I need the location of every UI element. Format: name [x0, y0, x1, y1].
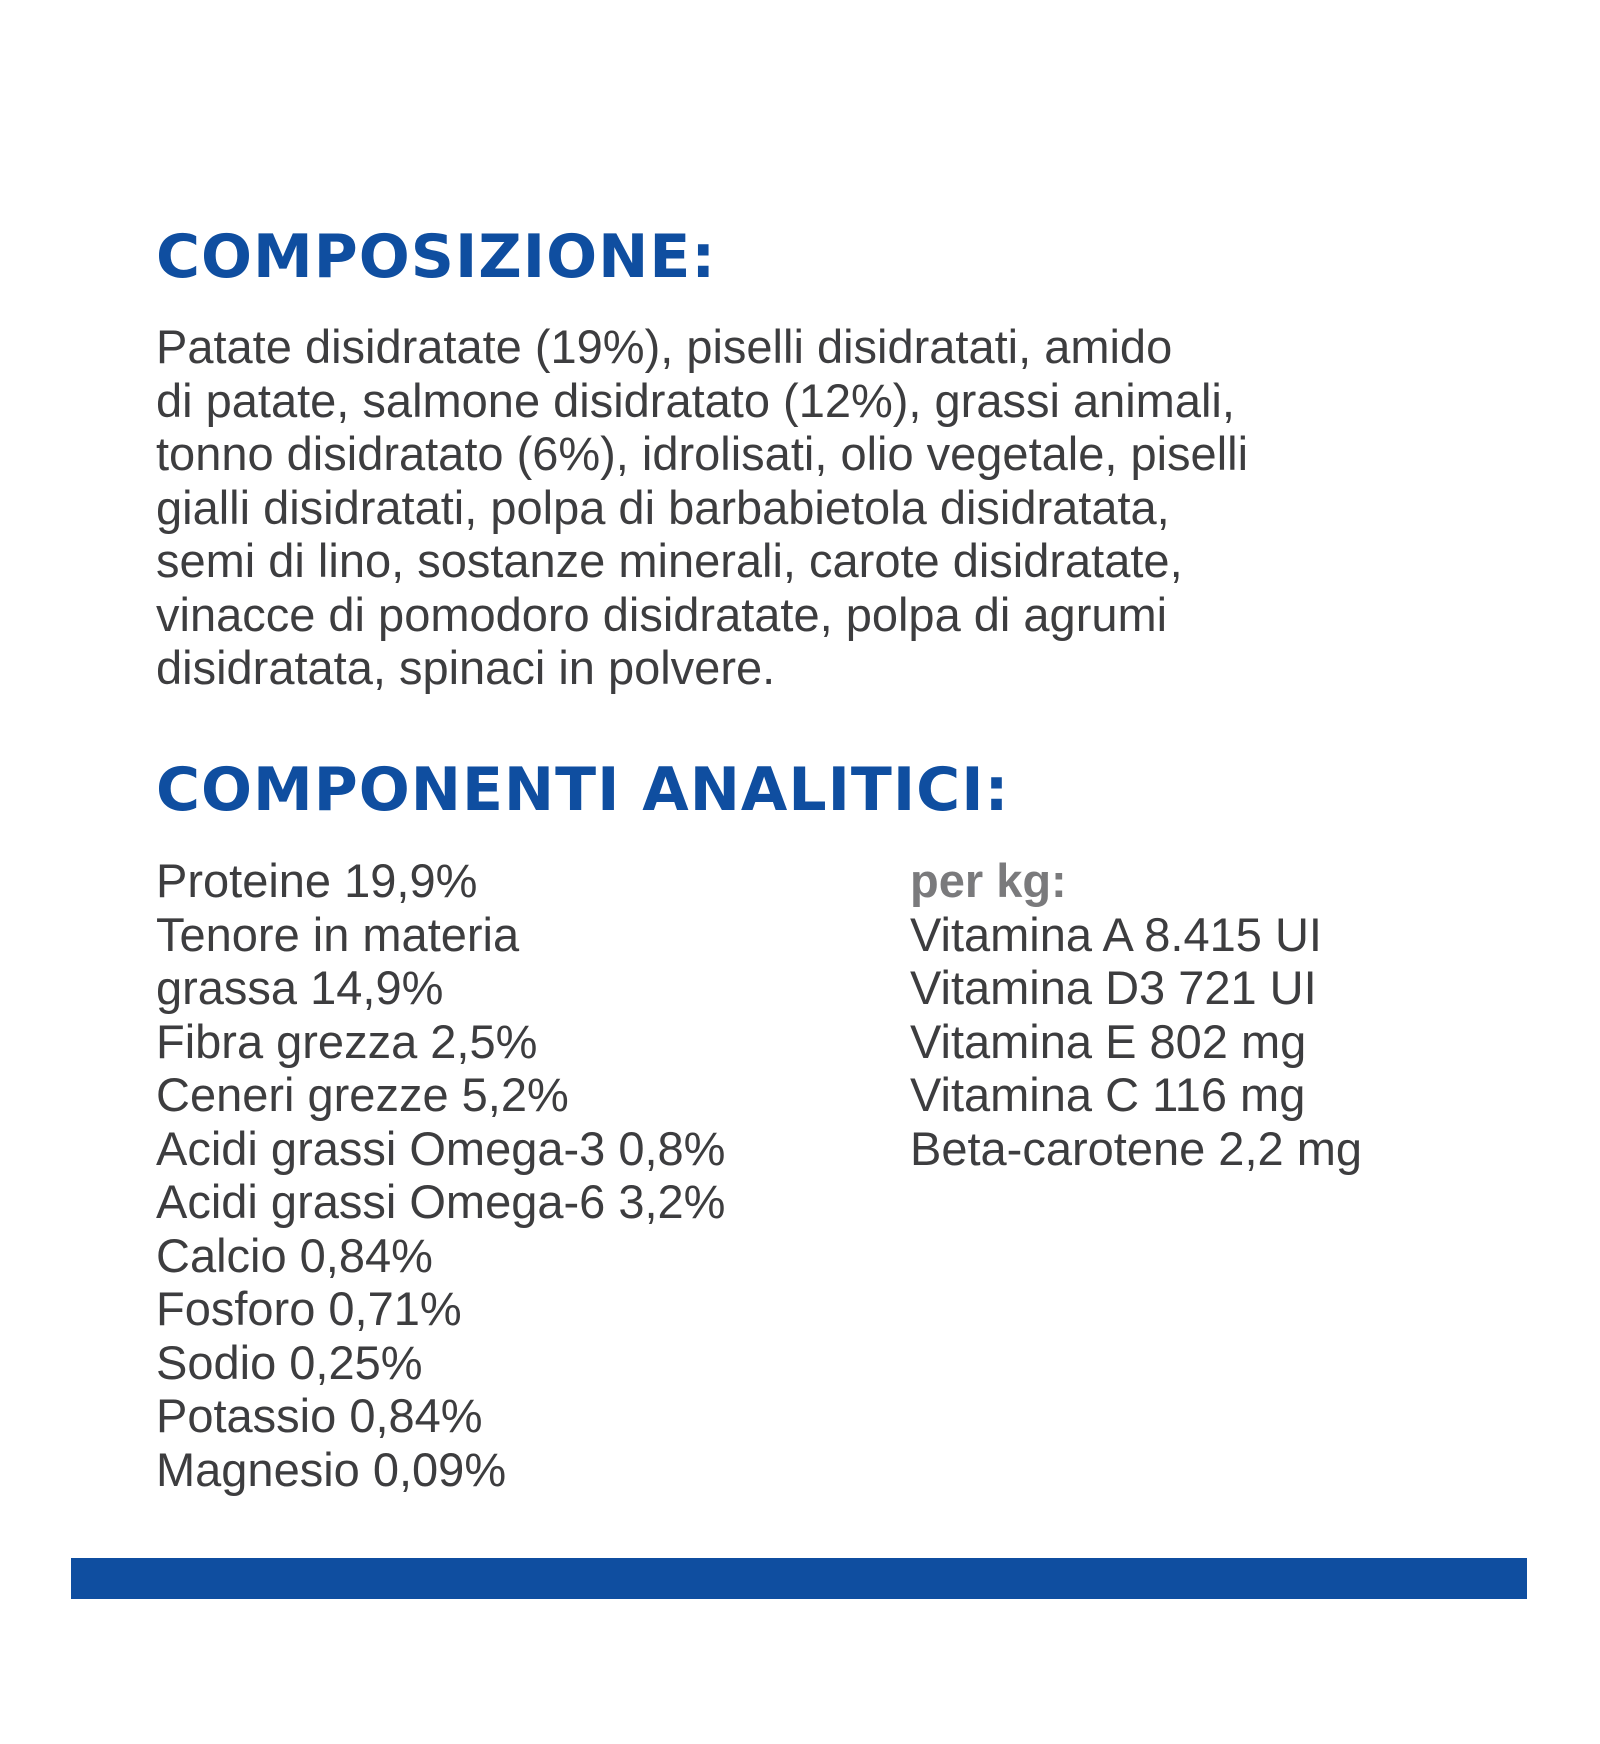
bottom-accent-bar	[71, 1558, 1527, 1599]
analytical-item: Fibra grezza 2,5%	[156, 1014, 538, 1068]
vitamin-item: Vitamina A 8.415 UI	[910, 907, 1322, 961]
analytical-item: Magnesio 0,09%	[156, 1442, 507, 1496]
analytical-item: Sodio 0,25%	[156, 1335, 423, 1389]
vitamin-item: Vitamina E 802 mg	[910, 1014, 1307, 1068]
per-kg-label: per kg:	[910, 854, 1067, 907]
analytical-item: Potassio 0,84%	[156, 1389, 483, 1442]
analytical-item: Calcio 0,84%	[156, 1228, 433, 1282]
composition-line: vinacce di pomodoro disidratate, polpa di agrumi	[156, 587, 1168, 641]
analytical-item: Fosforo 0,71%	[156, 1282, 462, 1335]
analytical-item: grassa 14,9%	[156, 961, 444, 1014]
analytical-item: Proteine 19,9%	[156, 854, 478, 907]
analytical-item: Acidi grassi Omega-6 3,2%	[156, 1175, 726, 1228]
analytical-item: Acidi grassi Omega-3 0,8%	[156, 1121, 726, 1175]
analytical-heading: COMPONENTI ANALITICI:	[156, 755, 1010, 825]
vitamin-item: Vitamina D3 721 UI	[910, 961, 1317, 1014]
vitamin-item: Beta-carotene 2,2 mg	[910, 1121, 1362, 1175]
composition-line: disidratata, spinaci in polvere.	[156, 641, 776, 694]
analytical-item: Tenore in materia	[156, 907, 520, 961]
analytical-item: Ceneri grezze 5,2%	[156, 1068, 569, 1121]
composition-line: gialli disidratati, polpa di barbabietola disidratata,	[156, 480, 1170, 534]
analytical-left-list	[156, 854, 725, 1496]
composition-line: di patate, salmone disidratato (12%), grassi animali,	[156, 373, 1235, 427]
composition-line: tonno disidratato (6%), idrolisati, olio vegetale, piselli	[156, 427, 1249, 480]
composition-text	[156, 320, 1486, 695]
vitamin-item: Vitamina C 116 mg	[910, 1068, 1306, 1121]
vitamins-list	[910, 854, 1362, 1175]
composition-line: Patate disidratate (19%), piselli disidratati, amido	[156, 320, 1173, 373]
composition-heading: COMPOSIZIONE:	[156, 222, 717, 292]
composition-line: semi di lino, sostanze minerali, carote disidratate,	[156, 534, 1183, 587]
